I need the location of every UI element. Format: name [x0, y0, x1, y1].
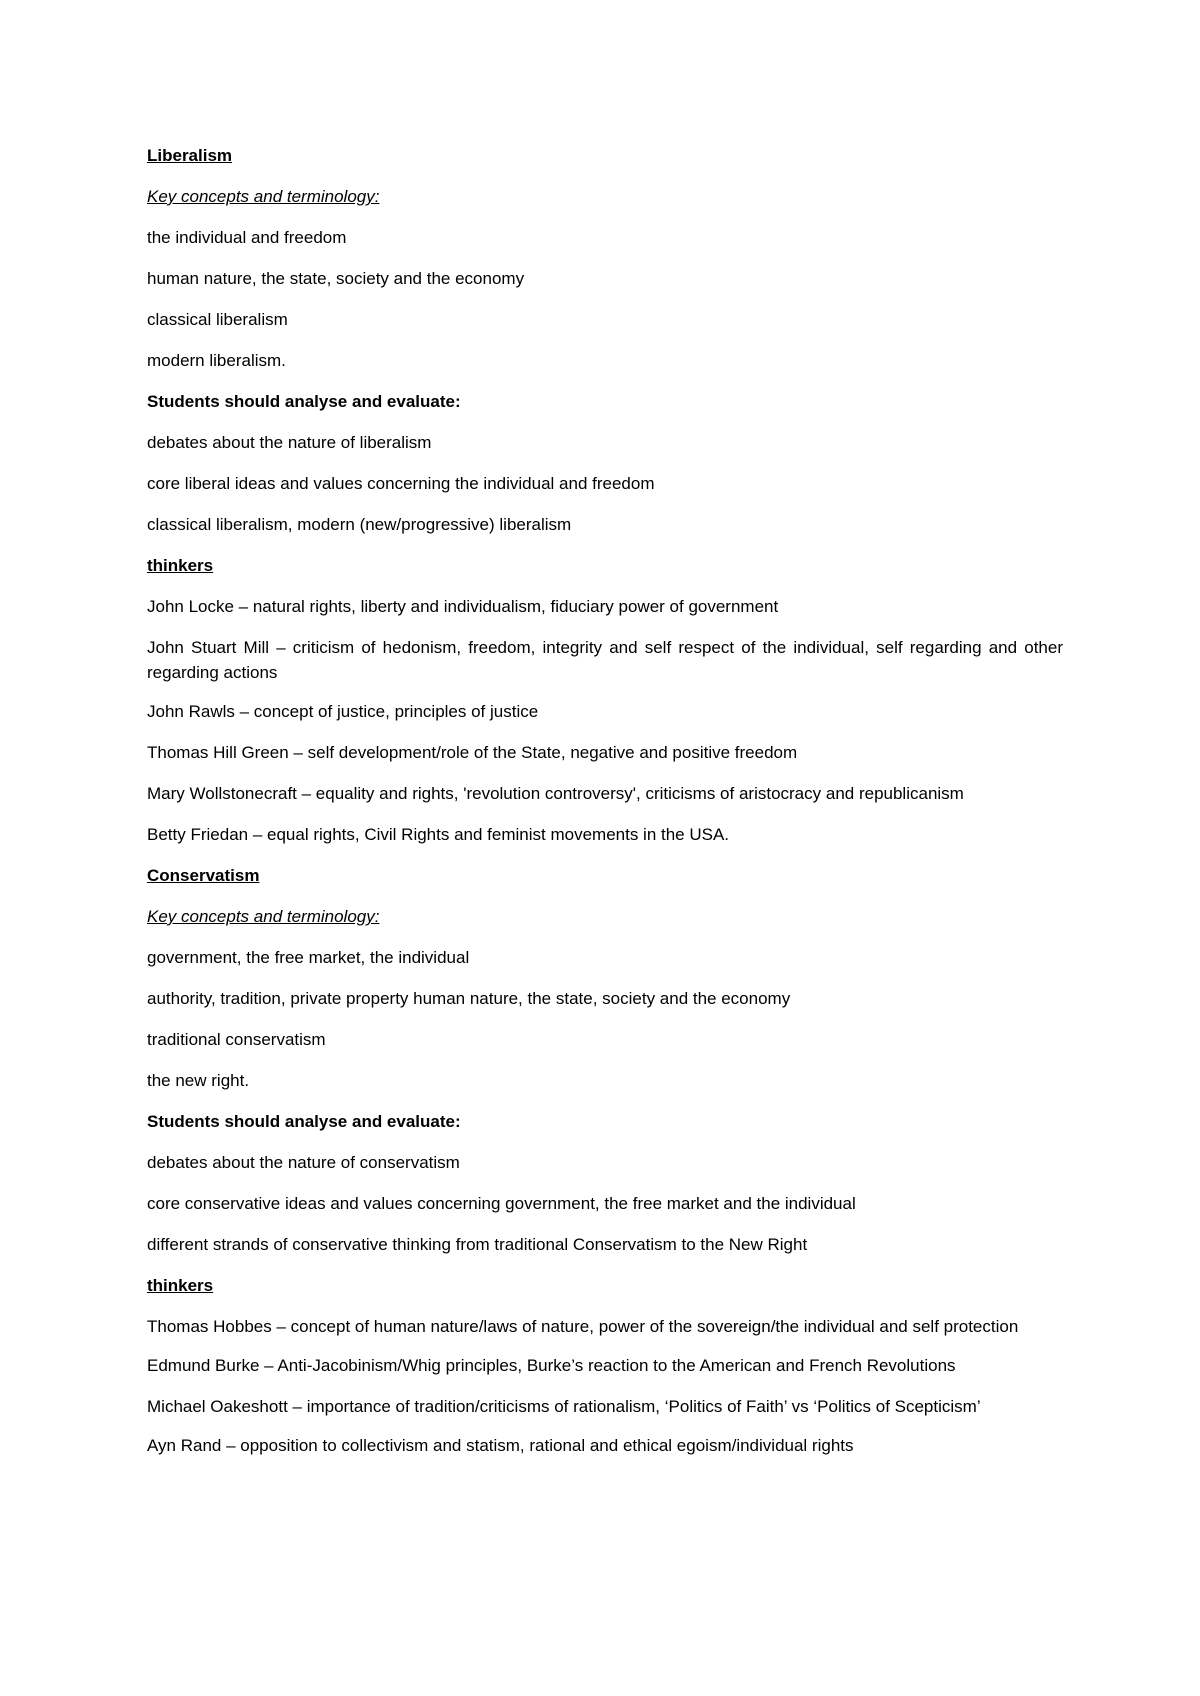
key-concept-item: the individual and freedom	[147, 228, 347, 247]
thinker-item: Edmund Burke – Anti-Jacobinism/Whig principles, Burke’s reaction to the American and French Revolutions	[147, 1356, 956, 1375]
analyse-item: core liberal ideas and values concerning the individual and freedom	[147, 474, 655, 493]
thinker-item: Michael Oakeshott – importance of tradition/criticisms of rationalism, ‘Politics of Faith’ vs ‘Politics of Scepticism’	[147, 1397, 981, 1416]
key-concept-item: government, the free market, the individual	[147, 948, 470, 967]
analyse-item: core conservative ideas and values concerning government, the free market and the individual	[147, 1194, 856, 1213]
thinker-item: Mary Wollstonecraft – equality and rights, 'revolution controversy', criticisms of aristocracy and republicanism	[147, 784, 964, 803]
key-concept-item: the new right.	[147, 1071, 250, 1090]
section-title-conservatism: Conservatism	[147, 866, 260, 885]
key-concepts-label: Key concepts and terminology:	[147, 187, 380, 206]
analyse-item: debates about the nature of liberalism	[147, 433, 432, 452]
thinker-item: Betty Friedan – equal rights, Civil Rights and feminist movements in the USA.	[147, 825, 730, 844]
analyse-item: different strands of conservative thinking from traditional Conservatism to the New Right	[147, 1235, 808, 1254]
analyse-item: classical liberalism, modern (new/progressive) liberalism	[147, 515, 572, 534]
analyse-label: Students should analyse and evaluate:	[147, 392, 461, 411]
thinkers-label: thinkers	[147, 556, 214, 575]
analyse-label: Students should analyse and evaluate:	[147, 1112, 461, 1131]
key-concept-item: modern liberalism.	[147, 351, 286, 370]
key-concept-item: authority, tradition, private property human nature, the state, society and the economy	[147, 989, 791, 1008]
section-title-liberalism: Liberalism	[147, 146, 233, 165]
key-concepts-label: Key concepts and terminology:	[147, 907, 380, 926]
thinker-item: Thomas Hill Green – self development/role of the State, negative and positive freedom	[147, 743, 798, 762]
key-concept-item: classical liberalism	[147, 310, 288, 329]
thinkers-label: thinkers	[147, 1276, 214, 1295]
document-page	[147, 143, 1063, 1474]
thinker-item: Thomas Hobbes – concept of human nature/laws of nature, power of the sovereign/the individual and self protection	[147, 1317, 1019, 1336]
key-concept-item: human nature, the state, society and the economy	[147, 269, 525, 288]
thinker-item: Ayn Rand – opposition to collectivism and statism, rational and ethical egoism/individual rights	[147, 1436, 854, 1455]
thinker-item: John Rawls – concept of justice, principles of justice	[147, 702, 539, 721]
key-concept-item: traditional conservatism	[147, 1030, 326, 1049]
analyse-item: debates about the nature of conservatism	[147, 1153, 460, 1172]
thinker-item: John Locke – natural rights, liberty and individualism, fiduciary power of government	[147, 597, 779, 616]
thinker-item: John Stuart Mill – criticism of hedonism, freedom, integrity and self respect of the individual, self regarding and other regarding actions	[147, 638, 1063, 682]
